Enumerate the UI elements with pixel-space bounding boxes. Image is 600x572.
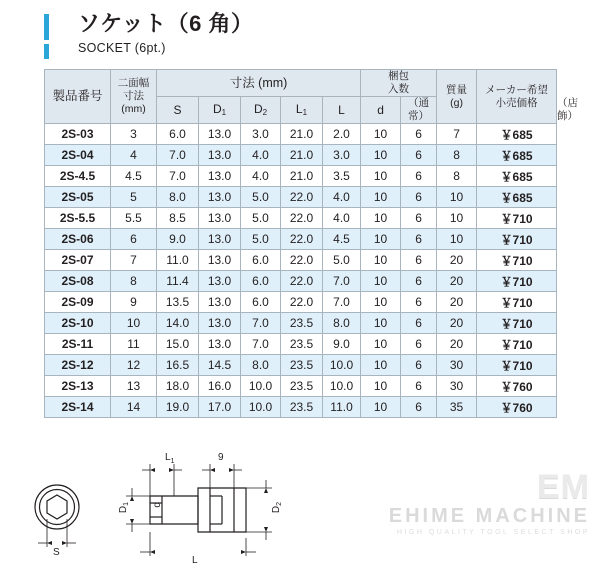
cell-pack2: 6 [401, 166, 437, 187]
cell-pack2: 6 [401, 397, 437, 418]
cell-s: 5 [111, 187, 157, 208]
cell-l: 23.5 [281, 355, 323, 376]
header-packing-normal: （通常） [401, 97, 437, 124]
cell-l: 23.5 [281, 313, 323, 334]
dim-label-s: S [53, 547, 60, 558]
cell-d: 10.0 [323, 376, 361, 397]
cell-pack2: 6 [401, 313, 437, 334]
cell-price: ￥760 [477, 397, 557, 418]
cell-d2: 13.0 [199, 292, 241, 313]
table-header-row-2: S $D_1$ $D_2$ $L_1$ L d （通常） （店飾） [45, 97, 557, 124]
cell-d2: 13.0 [199, 208, 241, 229]
table-row [45, 208, 557, 229]
cell-weight: 20 [437, 292, 477, 313]
table-row [45, 313, 557, 334]
header-dim-d2: $D_2$ [241, 97, 281, 124]
cell-code: 2S-06 [45, 229, 111, 250]
cell-d2: 17.0 [199, 397, 241, 418]
header-packing-line1: 梱包 [388, 70, 410, 82]
cell-l1: 5.0 [241, 208, 281, 229]
cell-pack1: 10 [361, 208, 401, 229]
cell-s: 4 [111, 145, 157, 166]
dim-label-d1: $D_1$ [118, 502, 130, 514]
cell-pack2: 6 [401, 145, 437, 166]
header-weight [437, 70, 477, 124]
cell-d: 4.0 [323, 208, 361, 229]
cell-l1: 4.0 [241, 145, 281, 166]
cell-l1: 7.0 [241, 313, 281, 334]
cell-d2: 13.0 [199, 145, 241, 166]
cell-d: 7.0 [323, 271, 361, 292]
cell-d: 8.0 [323, 313, 361, 334]
cell-d2: 16.0 [199, 376, 241, 397]
cell-l: 22.0 [281, 229, 323, 250]
cell-s: 7 [111, 250, 157, 271]
header-packing [361, 70, 437, 97]
cell-weight: 10 [437, 187, 477, 208]
cell-d2: 13.0 [199, 271, 241, 292]
header-product-code: 製品番号 [45, 70, 111, 124]
cell-l1: 7.0 [241, 334, 281, 355]
cell-weight: 10 [437, 208, 477, 229]
cell-d2: 13.0 [199, 313, 241, 334]
header-across-flats [111, 70, 157, 124]
cell-d1: 18.0 [157, 376, 199, 397]
table-header-row-1 [45, 70, 557, 97]
cell-weight: 7 [437, 124, 477, 145]
watermark [389, 470, 590, 538]
cell-price: ￥710 [477, 334, 557, 355]
cell-d: 10.0 [323, 355, 361, 376]
cell-l1: 6.0 [241, 292, 281, 313]
cell-pack2: 6 [401, 208, 437, 229]
cell-price: ￥685 [477, 145, 557, 166]
cell-s: 4.5 [111, 166, 157, 187]
cell-price: ￥760 [477, 376, 557, 397]
cell-code: 2S-12 [45, 355, 111, 376]
cell-weight: 20 [437, 271, 477, 292]
header-weight-line2: (g) [450, 96, 463, 109]
cell-d: 2.0 [323, 124, 361, 145]
cell-price: ￥685 [477, 166, 557, 187]
cell-price: ￥685 [477, 124, 557, 145]
cell-l: 22.0 [281, 292, 323, 313]
header-price-line1: メーカー希望 [485, 83, 548, 96]
cell-l1: 3.0 [241, 124, 281, 145]
cell-d: 3.5 [323, 166, 361, 187]
cell-weight: 8 [437, 166, 477, 187]
table-row [45, 355, 557, 376]
cell-code: 2S-14 [45, 397, 111, 418]
cell-code: 2S-08 [45, 271, 111, 292]
cell-d1: 11.4 [157, 271, 199, 292]
cell-price: ￥710 [477, 313, 557, 334]
table-row [45, 292, 557, 313]
table-row [45, 166, 557, 187]
cell-l: 22.0 [281, 187, 323, 208]
cell-code: 2S-07 [45, 250, 111, 271]
cell-l: 22.0 [281, 271, 323, 292]
table-row [45, 124, 557, 145]
cell-l: 21.0 [281, 166, 323, 187]
header-dim-l1: $L_1$ [281, 97, 323, 124]
dim-label-d2: $D_2$ [271, 502, 283, 514]
cell-pack1: 10 [361, 292, 401, 313]
cell-code: 2S-05 [45, 187, 111, 208]
cell-s: 5.5 [111, 208, 157, 229]
cell-pack1: 10 [361, 229, 401, 250]
header-dim-l: L [323, 97, 361, 124]
cell-d2: 14.5 [199, 355, 241, 376]
cell-s: 13 [111, 376, 157, 397]
cell-code: 2S-04 [45, 145, 111, 166]
cell-d: 3.0 [323, 145, 361, 166]
header-price-line2: 小売価格 [495, 96, 538, 109]
table-row [45, 376, 557, 397]
cell-d1: 14.0 [157, 313, 199, 334]
spec-table [44, 69, 579, 418]
cell-s: 10 [111, 313, 157, 334]
cell-l1: 6.0 [241, 271, 281, 292]
cell-l1: 10.0 [241, 376, 281, 397]
watermark-logo: EM [537, 468, 590, 506]
cell-pack2: 6 [401, 271, 437, 292]
cell-l: 21.0 [281, 145, 323, 166]
table-row [45, 250, 557, 271]
header-dimensions: 寸法 (mm) [157, 70, 361, 97]
cell-d2: 13.0 [199, 229, 241, 250]
cell-pack2: 6 [401, 229, 437, 250]
cell-pack1: 10 [361, 271, 401, 292]
cell-d1: 15.0 [157, 334, 199, 355]
cell-weight: 20 [437, 334, 477, 355]
cell-pack1: 10 [361, 355, 401, 376]
cell-pack1: 10 [361, 124, 401, 145]
cell-weight: 10 [437, 229, 477, 250]
table-row [45, 397, 557, 418]
cell-price: ￥710 [477, 208, 557, 229]
cell-weight: 30 [437, 376, 477, 397]
cell-l1: 4.0 [241, 166, 281, 187]
header-weight-line1: 質量 [446, 83, 468, 96]
dim-label-d: d [152, 502, 163, 508]
cell-pack1: 10 [361, 166, 401, 187]
cell-s: 8 [111, 271, 157, 292]
cell-pack2: 6 [401, 334, 437, 355]
cell-weight: 20 [437, 313, 477, 334]
cell-pack1: 10 [361, 397, 401, 418]
page-title: ソケット（6 角） [78, 11, 254, 36]
cell-l: 22.0 [281, 250, 323, 271]
cell-d1: 13.5 [157, 292, 199, 313]
table-row [45, 187, 557, 208]
cell-d: 11.0 [323, 397, 361, 418]
page-header [0, 0, 600, 60]
cell-d1: 8.5 [157, 208, 199, 229]
header-dim-d1: $D_1$ [199, 97, 241, 124]
cell-pack1: 10 [361, 187, 401, 208]
cell-d: 4.5 [323, 229, 361, 250]
cell-l1: 6.0 [241, 250, 281, 271]
header-across-flats-line2: 寸法 [123, 90, 144, 102]
cell-pack1: 10 [361, 145, 401, 166]
cell-s: 11 [111, 334, 157, 355]
cell-d1: 11.0 [157, 250, 199, 271]
cell-d1: 16.5 [157, 355, 199, 376]
cell-d1: 7.0 [157, 166, 199, 187]
cell-weight: 8 [437, 145, 477, 166]
watermark-name: EHIME MACHINE [388, 505, 590, 527]
cell-d2: 13.0 [199, 250, 241, 271]
dim-label-9: 9 [218, 452, 224, 463]
header-dim-s: S [157, 97, 199, 124]
cell-pack2: 6 [401, 376, 437, 397]
header-price [477, 70, 557, 124]
cell-code: 2S-4.5 [45, 166, 111, 187]
cell-pack2: 6 [401, 124, 437, 145]
cell-d1: 19.0 [157, 397, 199, 418]
cell-s: 14 [111, 397, 157, 418]
product-diagram [0, 452, 600, 572]
cell-pack1: 10 [361, 313, 401, 334]
cell-l: 23.5 [281, 397, 323, 418]
cell-s: 3 [111, 124, 157, 145]
spec-table-wrapper [44, 69, 579, 418]
cell-s: 9 [111, 292, 157, 313]
cell-weight: 30 [437, 355, 477, 376]
cell-d: 4.0 [323, 187, 361, 208]
table-row [45, 229, 557, 250]
header-across-flats-line1: 二面幅 [117, 77, 150, 89]
cell-d1: 6.0 [157, 124, 199, 145]
table-row [45, 271, 557, 292]
header-across-flats-line3: (mm) [121, 103, 146, 115]
page-subtitle: SOCKET (6pt.) [78, 41, 166, 55]
table-head [45, 70, 579, 124]
cell-l1: 8.0 [241, 355, 281, 376]
cell-l: 23.5 [281, 376, 323, 397]
header-packing-line2: 入数 [388, 83, 410, 95]
cell-pack1: 10 [361, 376, 401, 397]
cell-d: 5.0 [323, 250, 361, 271]
cell-d: 9.0 [323, 334, 361, 355]
watermark-tagline: HIGH QUALITY TOOL SELECT SHOP [396, 529, 590, 536]
cell-d2: 13.0 [199, 166, 241, 187]
cell-price: ￥685 [477, 187, 557, 208]
cell-code: 2S-11 [45, 334, 111, 355]
cell-code: 2S-5.5 [45, 208, 111, 229]
cell-weight: 20 [437, 250, 477, 271]
cell-price: ￥710 [477, 271, 557, 292]
cell-code: 2S-03 [45, 124, 111, 145]
subtitle-accent-bar [44, 44, 49, 59]
cell-code: 2S-09 [45, 292, 111, 313]
cell-d1: 9.0 [157, 229, 199, 250]
cell-d: 7.0 [323, 292, 361, 313]
cell-d2: 13.0 [199, 334, 241, 355]
cell-code: 2S-10 [45, 313, 111, 334]
cell-l: 23.5 [281, 334, 323, 355]
dim-label-l: L [192, 555, 198, 566]
header-dim-d: d [361, 97, 401, 124]
cell-d2: 13.0 [199, 124, 241, 145]
cell-pack1: 10 [361, 250, 401, 271]
dim-label-l1: $L_1$ [165, 452, 175, 465]
cell-l: 22.0 [281, 208, 323, 229]
cell-pack1: 10 [361, 334, 401, 355]
cell-d1: 8.0 [157, 187, 199, 208]
table-row [45, 334, 557, 355]
cell-d2: 13.0 [199, 187, 241, 208]
cell-l1: 5.0 [241, 187, 281, 208]
cell-price: ￥710 [477, 250, 557, 271]
cell-pack2: 6 [401, 250, 437, 271]
cell-price: ￥710 [477, 292, 557, 313]
cell-pack2: 6 [401, 187, 437, 208]
cell-weight: 35 [437, 397, 477, 418]
cell-pack2: 6 [401, 292, 437, 313]
cell-price: ￥710 [477, 355, 557, 376]
cell-s: 12 [111, 355, 157, 376]
table-body [45, 124, 557, 418]
cell-price: ￥710 [477, 229, 557, 250]
title-accent-bar [44, 14, 49, 40]
cell-s: 6 [111, 229, 157, 250]
cell-d1: 7.0 [157, 145, 199, 166]
cell-code: 2S-13 [45, 376, 111, 397]
cell-l1: 5.0 [241, 229, 281, 250]
cell-l: 21.0 [281, 124, 323, 145]
cell-l1: 10.0 [241, 397, 281, 418]
table-row [45, 145, 557, 166]
cell-pack2: 6 [401, 355, 437, 376]
